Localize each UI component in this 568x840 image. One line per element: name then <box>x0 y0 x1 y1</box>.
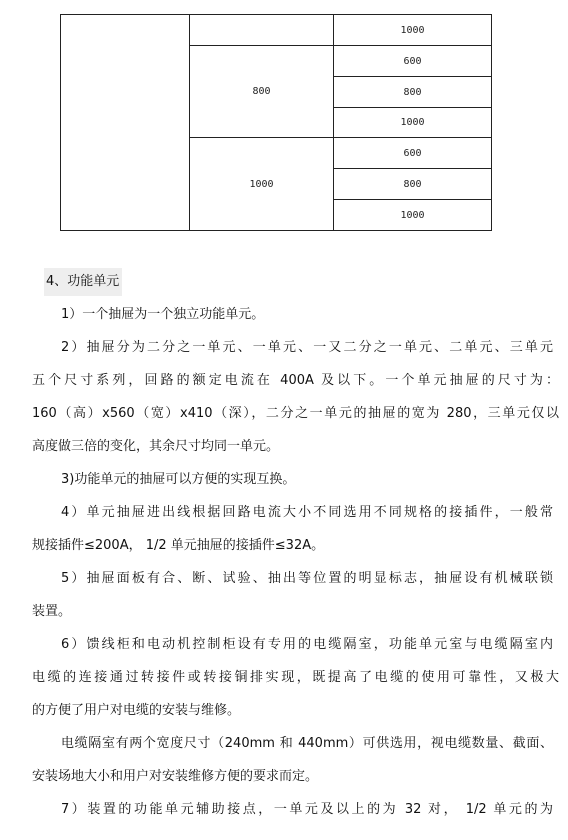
table-cell-group: 800 <box>252 86 271 97</box>
paragraph-line: 五个尺寸系列，回路的额定电流在 400A 及以下。一个单元抽屉的尺寸为： <box>32 373 559 388</box>
table-cell-value: 800 <box>403 178 422 190</box>
paragraph-line: 高度做三倍的变化，其余尺寸均同一单元。 <box>32 439 280 454</box>
paragraph-line: 装置。 <box>32 604 72 619</box>
paragraph-line: 2）抽屉分为二分之一单元、一单元、一又二分之一单元、二单元、三单元 <box>61 340 553 355</box>
section-heading: 4、功能单元 <box>44 268 122 296</box>
table-cell-group <box>190 15 333 45</box>
paragraph-line: 4）单元抽屉进出线根据回路电流大小不同选用不同规格的接插件，一般常 <box>61 505 553 520</box>
paragraph-line: 电缆隔室有两个宽度尺寸（240mm 和 440mm）可供选用，视电缆数量、截面、 <box>61 736 553 751</box>
paragraph-line: 电缆的连接通过转接件或转接铜排实现，既提高了电缆的使用可靠性，又极大 <box>32 670 559 685</box>
paragraph-line: 规接插件≤200A， 1/2 单元抽屉的接插件≤32A。 <box>32 538 325 553</box>
paragraph-line: 安装场地大小和用户对安装维修方便的要求而定。 <box>32 769 319 784</box>
paragraph-line: 的方便了用户对电缆的安装与维修。 <box>32 703 241 718</box>
paragraph-line: 3)功能单元的抽屉可以方便的实现互换。 <box>61 472 296 487</box>
paragraph-line: 5）抽屉面板有合、断、试验、抽出等位置的明显标志，抽屉设有机械联锁 <box>61 571 553 586</box>
table-cell-value: 600 <box>403 55 422 67</box>
table-cell-group: 1000 <box>249 178 274 190</box>
paragraph-line: 6）馈线柜和电动机控制柜设有专用的电缆隔室，功能单元室与电缆隔室内 <box>61 637 553 652</box>
table-cell-value: 1000 <box>400 24 425 36</box>
table-cell-value: 600 <box>403 147 422 159</box>
paragraph-line: 1）一个抽屉为一个独立功能单元。 <box>61 307 265 322</box>
table-cell-value: 1000 <box>400 209 425 221</box>
drawer-size-table <box>60 14 492 231</box>
table-cell-value: 1000 <box>400 117 425 128</box>
paragraph-line: 160（高）x560（宽）x410（深），二分之一单元的抽屉的宽为 280，三单元仅以 <box>32 406 559 421</box>
table-cell-value: 800 <box>403 86 422 98</box>
paragraph-line: 7）装置的功能单元辅助接点，一单元及以上的为 32 对， 1/2 单元的为 <box>61 802 553 817</box>
